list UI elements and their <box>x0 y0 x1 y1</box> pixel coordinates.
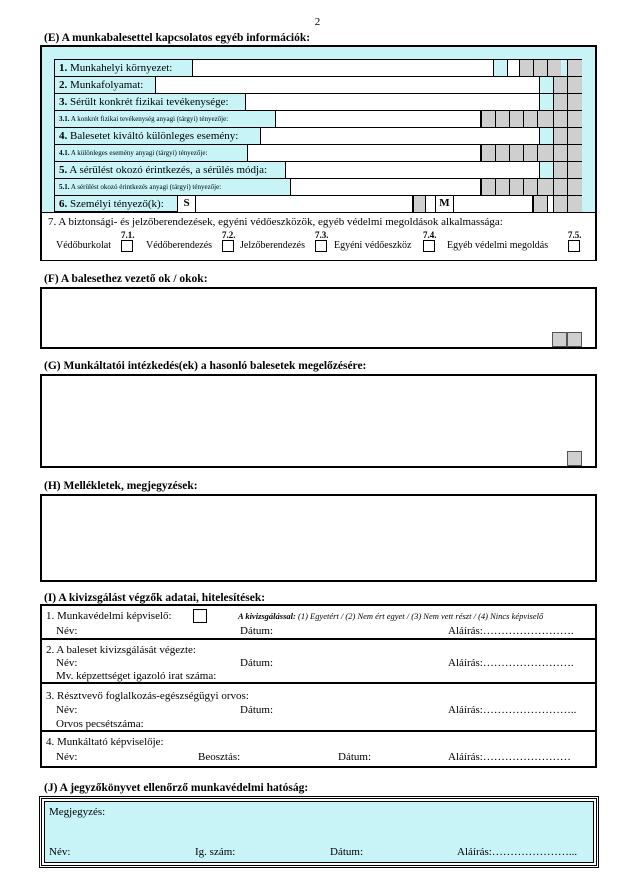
row-activity-material-factor: 3.1. A konkrét fizikai tevékenység anyagi (tárgyi) tényezője: <box>55 111 581 128</box>
section-f-title: (F) A balesethez vezető ok / okok: <box>44 273 208 285</box>
section-f-box[interactable] <box>40 287 597 349</box>
option-label-vedoburkolat: Védőburkolat <box>56 240 111 251</box>
triggering-event-field[interactable] <box>260 128 540 144</box>
option-label-vedoberendezes: Védőberendezés <box>146 240 213 251</box>
contact-material-field[interactable] <box>290 179 481 195</box>
page-number: 2 <box>314 16 321 28</box>
row-environment: 1. Munkahelyi környezet: <box>55 60 581 77</box>
section-e-table <box>54 59 582 212</box>
row-triggering-event: 4. Balesetet kiváltó különleges esemény: <box>55 128 581 145</box>
option-label-jelzoberendezes: Jelzőberendezés <box>240 240 305 251</box>
section-e-box <box>40 45 597 261</box>
activity-material-field[interactable] <box>275 111 481 127</box>
row-contact-mode: 5. A sérülést okozó érintkezés, a sérülés módja: <box>55 162 581 179</box>
section-i-box <box>40 604 597 768</box>
section-j-title: (J) A jegyzőkönyvet ellenőrző munkavédelmi hatóság: <box>44 782 309 794</box>
q7-question: 7. A biztonsági- és jelzőberendezések, egyéni védőeszközök, egyéb védelmi megoldások alkalmassága: <box>48 216 503 228</box>
checkbox-egyeni-vedoeszkoz[interactable] <box>423 240 435 252</box>
section-g-box[interactable] <box>40 374 597 468</box>
section-i-title: (I) A kivizsgálást végzők adatai, hitelesítések: <box>44 592 266 604</box>
row-investigator: 2. A baleset kivizsgálását végezte: Név: Dátum: Aláírás:……………………. Mv. képzettséget igazoló irat száma: <box>42 640 595 684</box>
section-e-title: (E) A munkabalesettel kapcsolatos egyéb információk: <box>44 32 311 44</box>
q7-area: 7. A biztonsági- és jelzőberendezések, egyéni védőeszközök, egyéb védelmi megoldások alkalmassága: 7.1. Védőburkolat 7.2. Védőberendezés 7.3. Jelzőberendezés 7.4. Egyéni védőeszköz 7.5. Egyéb védelmi megoldás <box>42 212 595 260</box>
personal-factor-s-field[interactable] <box>195 196 413 212</box>
m-label: M <box>435 196 453 212</box>
checkbox-vedoberendezes[interactable] <box>222 240 234 252</box>
row-workflow: 2. Munkafolyamat: <box>55 77 581 94</box>
contact-mode-field[interactable] <box>285 162 540 178</box>
row-event-material-factor: 4.1. A különleges esemény anyagi (tárgyi) tényezője: <box>55 145 581 162</box>
checkbox-representative-opinion[interactable] <box>193 609 207 623</box>
workflow-field[interactable] <box>155 77 540 93</box>
checkbox-vedoburkolat[interactable] <box>121 240 133 252</box>
physical-activity-field[interactable] <box>245 94 540 110</box>
event-material-field[interactable] <box>247 145 481 161</box>
row-occupational-doctor: 3. Résztvevő foglalkozás-egészségügyi orvos: Név: Dátum: Aláírás:…………………….. Orvos pecsétszáma: <box>42 684 595 732</box>
section-j-inner[interactable]: Megjegyzés: Név: Ig. szám: Dátum: Aláírás:…………………... <box>44 801 594 863</box>
row-physical-activity: 3. Sérült konkrét fizikai tevékenysége: <box>55 94 581 111</box>
row-safety-representative: 1. Munkavédelmi képviselő: A kivizsgálással: (1) Egyetért / (2) Nem ért egyet / (3) Nem vett részt / (4) Nincs képviselő Név: Dátum: Aláírás:……………………. <box>42 606 595 640</box>
row-personal-factor: 6. Személyi tényező(k): S M <box>55 196 581 213</box>
personal-factor-m-field[interactable] <box>453 196 533 212</box>
row-employer-representative: 4. Munkáltató képviselője: Név: Beosztás: Dátum: Aláírás:…………………… <box>46 736 571 763</box>
environment-field[interactable] <box>192 60 494 76</box>
megjegyzes-label: Megjegyzés: <box>49 806 106 818</box>
section-j-box <box>39 796 599 868</box>
section-h-title: (H) Mellékletek, megjegyzések: <box>44 480 198 492</box>
section-h-box[interactable] <box>40 494 597 582</box>
checkbox-jelzoberendezes[interactable] <box>315 240 327 252</box>
section-g-title: (G) Munkáltatói intézkedés(ek) a hasonló balesetek megelőzésére: <box>44 360 367 372</box>
checkbox-egyeb-vedelmi-megoldas[interactable] <box>568 240 580 252</box>
s-label: S <box>177 196 195 212</box>
option-label-egyeni-vedoeszkoz: Egyéni védőeszköz <box>334 240 412 251</box>
representative-note: A kivizsgálással: (1) Egyetért / (2) Nem ért egyet / (3) Nem vett részt / (4) Nincs képviselő <box>238 611 544 621</box>
row-contact-material-factor: 5.1. A sérülést okozó érintkezés anyagi (tárgyi) tényezője: <box>55 179 581 196</box>
option-label-egyeb-vedelmi-megoldas: Egyéb védelmi megoldás <box>447 240 549 251</box>
